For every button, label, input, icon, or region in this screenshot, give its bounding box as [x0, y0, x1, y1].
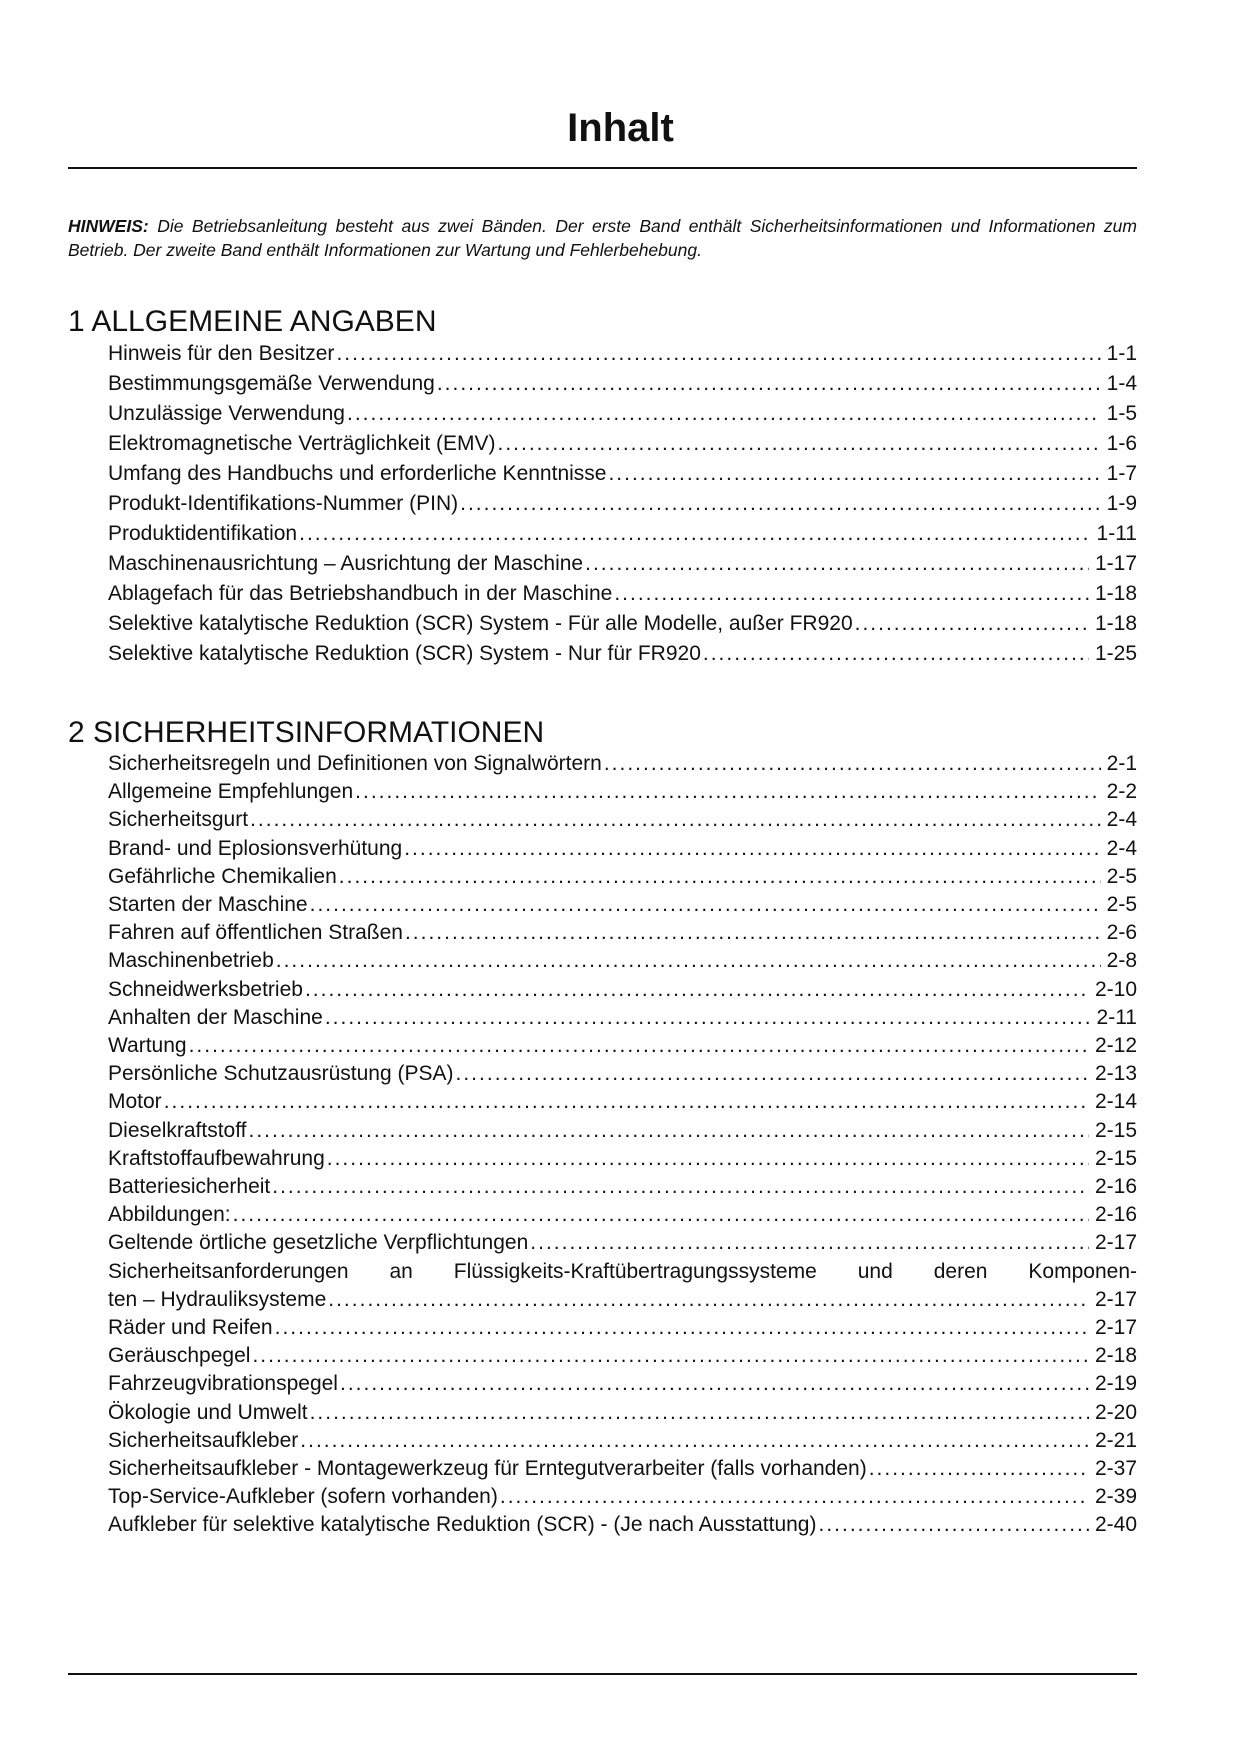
toc-entry-title: Hinweis für den Besitzer: [108, 342, 335, 365]
toc-entry-title: Ökologie und Umwelt: [108, 1400, 308, 1424]
toc-entry-title: Produkt-Identifikations-Nummer (PIN): [108, 492, 459, 515]
dot-leader: [325, 1004, 1091, 1032]
toc-entry[interactable]: [108, 579, 1137, 609]
dot-leader: [855, 609, 1089, 639]
toc-entry-title: Top-Service-Aufkleber (sofern vorhanden): [108, 1485, 498, 1509]
toc-entry[interactable]: [108, 1427, 1137, 1455]
toc-list: [68, 750, 1137, 1540]
toc-entry-title: Kraftstoffaufbewahrung: [108, 1146, 325, 1170]
toc-entry[interactable]: [108, 1201, 1137, 1229]
toc-entry-page: 2-6: [1106, 921, 1137, 945]
dot-leader: [340, 1370, 1089, 1398]
toc-entry-title: Ablagefach für das Betriebshandbuch in der Maschine: [108, 582, 613, 605]
toc-entry-page: 2-21: [1094, 1428, 1137, 1452]
toc-entry-page: 1-17: [1094, 552, 1137, 575]
toc-entry-page: 2-1: [1106, 752, 1137, 775]
page-title: Inhalt: [567, 106, 674, 150]
toc-entry-title: Wartung: [108, 1034, 187, 1058]
toc-entry[interactable]: [108, 919, 1137, 947]
dot-leader: [327, 1145, 1089, 1173]
dot-leader: [249, 1117, 1089, 1145]
dot-leader: [703, 639, 1089, 669]
dot-leader: [189, 1032, 1089, 1060]
toc-entry-page: 1-5: [1106, 402, 1137, 425]
toc-entry-page: 1-4: [1106, 372, 1137, 395]
toc-entry[interactable]: [108, 891, 1137, 919]
toc-entry[interactable]: [108, 1229, 1137, 1257]
toc-entry[interactable]: [108, 947, 1137, 975]
dot-leader: [500, 1483, 1089, 1511]
toc-entry[interactable]: [108, 489, 1137, 519]
toc-entry-title: Abbildungen:: [108, 1203, 231, 1227]
dot-leader: [585, 549, 1089, 579]
toc-entry[interactable]: [108, 1511, 1137, 1539]
toc-entry[interactable]: [108, 1483, 1137, 1511]
toc-entry-page: 1-7: [1106, 462, 1137, 485]
toc-entry-page: 2-15: [1094, 1146, 1137, 1170]
dot-leader: [272, 1173, 1089, 1201]
toc-entry-title: Selektive katalytische Reduktion (SCR) System - Nur für FR920: [108, 642, 701, 665]
toc-entry[interactable]: [108, 1145, 1137, 1173]
dot-leader: [405, 919, 1101, 947]
toc-entry[interactable]: [108, 750, 1137, 778]
toc-entry-title: Fahren auf öffentlichen Straßen: [108, 921, 403, 945]
toc-entry[interactable]: [108, 519, 1137, 549]
toc-entry-title: Dieselkraftstoff: [108, 1118, 247, 1142]
toc-entry[interactable]: [108, 835, 1137, 863]
toc-entry[interactable]: [108, 639, 1137, 669]
toc-entry[interactable]: [108, 1455, 1137, 1483]
toc-entry-page: 1-18: [1094, 612, 1137, 635]
toc-entry-page: 2-2: [1106, 780, 1137, 804]
toc-entry-title: Umfang des Handbuchs und erforderliche Kenntnisse: [108, 462, 607, 485]
dot-leader: [614, 579, 1089, 609]
dot-leader: [276, 947, 1101, 975]
toc-entry-page: 2-4: [1106, 836, 1137, 860]
dot-leader: [355, 778, 1100, 806]
toc-entry-page: 1-9: [1106, 492, 1137, 515]
dot-leader: [328, 1286, 1089, 1314]
toc-entry[interactable]: [108, 609, 1137, 639]
dot-leader: [252, 1342, 1089, 1370]
toc-entry[interactable]: [108, 339, 1137, 369]
dot-leader: [869, 1455, 1089, 1483]
toc-entry-page: 2-10: [1094, 977, 1137, 1001]
toc-entry-page: 2-17: [1094, 1287, 1137, 1311]
toc-entry-title: Motor: [108, 1090, 162, 1114]
toc-entry-page: 1-18: [1094, 582, 1137, 605]
toc-entry-title: Geräuschpegel: [108, 1344, 251, 1368]
dot-leader: [818, 1511, 1088, 1539]
toc-entry[interactable]: [108, 1173, 1137, 1201]
dot-leader: [250, 806, 1101, 834]
toc-entry-title: Starten der Maschine: [108, 893, 308, 917]
toc-entry-title: Produktidentifikation: [108, 522, 298, 545]
toc-entry[interactable]: [108, 1286, 1137, 1314]
toc-entry-page: 2-13: [1094, 1062, 1137, 1086]
dot-leader: [404, 835, 1100, 863]
toc-entry-title: Maschinenbetrieb: [108, 949, 274, 973]
toc-entry-title: Maschinenausrichtung – Ausrichtung der Maschine: [108, 552, 584, 575]
toc-entry-title: Bestimmungsgemäße Verwendung: [108, 372, 435, 395]
toc-entry-title-line1[interactable]: Sicherheitsanforderungen an Flüssigkeits-Kraftübertragungssysteme und deren Komponen-: [108, 1259, 1137, 1283]
dot-leader: [300, 1427, 1089, 1455]
toc-entry-title: Sicherheitsregeln und Definitionen von Signalwörtern: [108, 752, 602, 775]
dot-leader: [460, 489, 1101, 519]
toc-entry-title: Selektive katalytische Reduktion (SCR) System - Für alle Modelle, außer FR920: [108, 612, 853, 635]
bottom-divider: [68, 1673, 1137, 1675]
toc-entry[interactable]: [108, 399, 1137, 429]
dot-leader: [233, 1201, 1089, 1229]
toc-entry[interactable]: [108, 1370, 1137, 1398]
dot-leader: [608, 459, 1100, 489]
section-heading: 2 SICHERHEITSINFORMATIONEN: [68, 716, 545, 749]
dot-leader: [347, 399, 1101, 429]
toc-entry[interactable]: [108, 369, 1137, 399]
toc-entry[interactable]: [108, 1342, 1137, 1370]
toc-entry[interactable]: [108, 806, 1137, 834]
toc-entry-page: 1-1: [1106, 342, 1137, 365]
toc-entry-title: Elektromagnetische Verträglichkeit (EMV): [108, 432, 496, 455]
dot-leader: [530, 1229, 1089, 1257]
toc-entry-page: 2-19: [1094, 1372, 1137, 1396]
dot-leader: [299, 519, 1090, 549]
toc-entry-page: 2-5: [1106, 893, 1137, 917]
toc-entry[interactable]: [108, 1004, 1137, 1032]
toc-entry-page: 2-37: [1094, 1457, 1137, 1481]
toc-entry-title: Sicherheitsaufkleber: [108, 1428, 299, 1452]
toc-entry-title: ten – Hydrauliksysteme: [108, 1287, 327, 1311]
toc-entry-page: 2-12: [1094, 1034, 1137, 1058]
toc-entry[interactable]: [108, 1314, 1137, 1342]
toc-entry-page: 2-5: [1106, 864, 1137, 888]
dot-leader: [437, 369, 1101, 399]
toc-entry-title: Unzulässige Verwendung: [108, 402, 345, 425]
toc-entry-page: 2-8: [1106, 949, 1137, 973]
toc-entry-page: 2-17: [1094, 1316, 1137, 1340]
toc-entry-page: 2-16: [1094, 1175, 1137, 1199]
toc-entry-title: Schneidwerksbetrieb: [108, 977, 303, 1001]
dot-leader: [310, 891, 1101, 919]
toc-entry-page: 1-25: [1094, 642, 1137, 665]
toc-entry[interactable]: [108, 429, 1137, 459]
toc-entry-title: Sicherheitsaufkleber - Montagewerkzeug für Erntegutverarbeiter (falls vorhanden): [108, 1457, 867, 1481]
toc-entry-title: Anhalten der Maschine: [108, 1005, 323, 1029]
toc-entry-title: Geltende örtliche gesetzliche Verpflichtungen: [108, 1231, 529, 1255]
toc-entry-title: Fahrzeugvibrationspegel: [108, 1372, 338, 1396]
toc-entry-page: 2-15: [1094, 1118, 1137, 1142]
toc-entry-title: Räder und Reifen: [108, 1316, 273, 1340]
dot-leader: [310, 1399, 1089, 1427]
toc-entry[interactable]: [108, 1117, 1137, 1145]
toc-entry-page: 2-20: [1094, 1400, 1137, 1424]
note-label: HINWEIS:: [68, 216, 149, 236]
toc-entry-page: 2-14: [1094, 1090, 1137, 1114]
section-1: [68, 305, 1137, 669]
dot-leader: [604, 750, 1101, 778]
dot-leader: [339, 863, 1101, 891]
toc-entry-page: 2-18: [1094, 1344, 1137, 1368]
toc-entry-title: Persönliche Schutzausrüstung (PSA): [108, 1062, 454, 1086]
dot-leader: [336, 339, 1100, 369]
toc-entry[interactable]: [108, 1060, 1137, 1088]
toc-entry-title: Batteriesicherheit: [108, 1175, 271, 1199]
toc-entry-title: Sicherheitsgurt: [108, 808, 249, 832]
note-paragraph: [68, 214, 1137, 262]
dot-leader: [498, 429, 1101, 459]
toc-entry-page: 2-4: [1106, 808, 1137, 832]
toc-entry[interactable]: [108, 1032, 1137, 1060]
toc-entry-page: 1-11: [1096, 522, 1137, 545]
toc-entry-page: 2-40: [1094, 1513, 1137, 1537]
top-divider: [68, 167, 1137, 169]
toc-entry-page: 1-6: [1106, 432, 1137, 455]
dot-leader: [164, 1088, 1089, 1116]
toc-entry-title: Brand- und Eplosionsverhütung: [108, 836, 403, 860]
toc-entry[interactable]: [108, 778, 1137, 806]
toc-entry-title: Aufkleber für selektive katalytische Reduktion (SCR) - (Je nach Ausstattung): [108, 1513, 817, 1537]
toc-entry-title: Allgemeine Empfehlungen: [108, 780, 354, 804]
section-heading: 1 ALLGEMEINE ANGABEN: [68, 305, 437, 338]
toc-entry-title: Gefährliche Chemikalien: [108, 864, 337, 888]
section-2: [68, 716, 1137, 1540]
toc-entry[interactable]: [108, 863, 1137, 891]
toc-entry-page: 2-39: [1094, 1485, 1137, 1509]
toc-entry[interactable]: [108, 976, 1137, 1004]
toc-entry[interactable]: [108, 1399, 1137, 1427]
dot-leader: [275, 1314, 1089, 1342]
toc-entry[interactable]: [108, 1088, 1137, 1116]
toc-entry[interactable]: [108, 459, 1137, 489]
toc-entry-page: 2-17: [1094, 1231, 1137, 1255]
dot-leader: [305, 976, 1089, 1004]
toc-entry-page: 2-11: [1096, 1005, 1137, 1029]
toc-list: [68, 339, 1137, 669]
toc-entry[interactable]: [108, 549, 1137, 579]
note-text: Die Betriebsanleitung besteht aus zwei Bänden. Der erste Band enthält Sicherheitsinformationen und Informationen zum Betrieb. Der zweite Band enthält Informationen zur Wartung und Fehlerbehebung.: [68, 216, 1137, 260]
dot-leader: [456, 1060, 1089, 1088]
toc-entry-page: 2-16: [1094, 1203, 1137, 1227]
